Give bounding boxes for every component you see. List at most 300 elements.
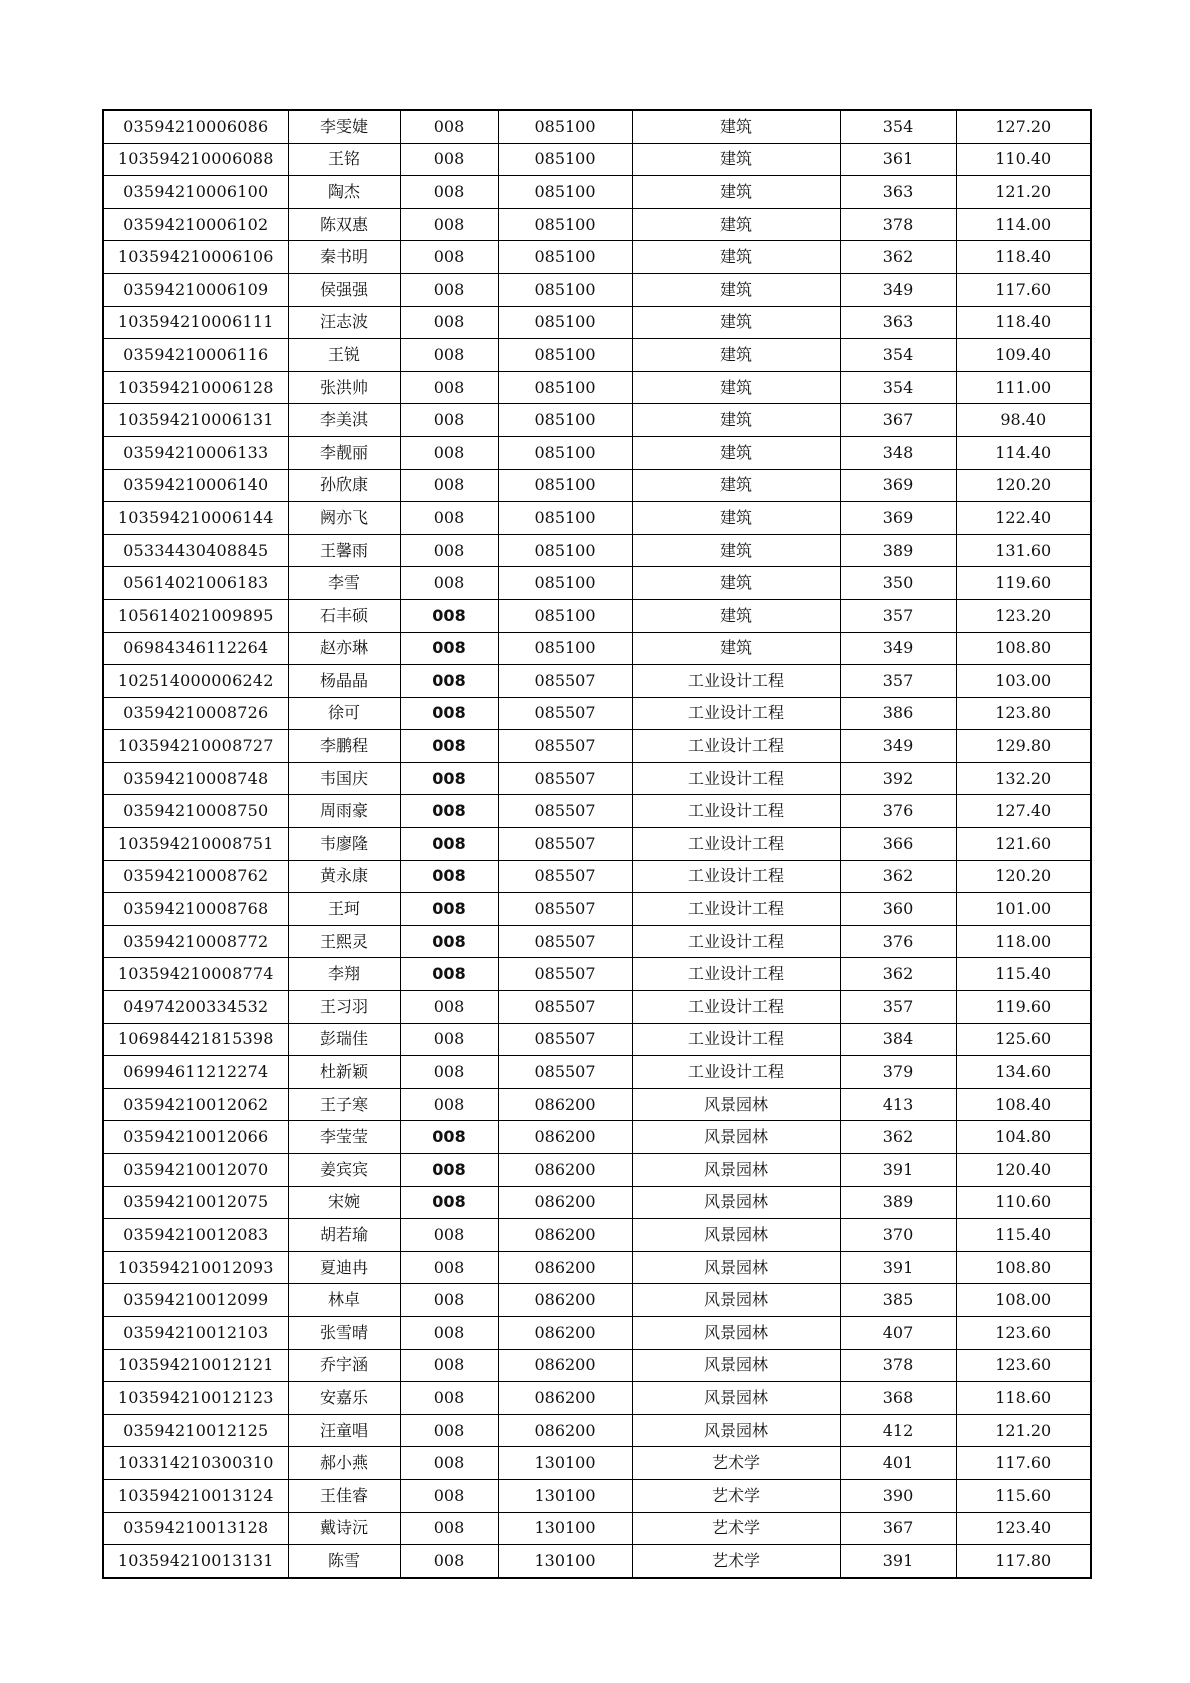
- table-row: [103, 958, 1091, 991]
- table-row: [103, 208, 1091, 241]
- candidate-name-cell: 徐可: [288, 697, 400, 730]
- table-row: [103, 1545, 1091, 1578]
- candidate-name-cell: 李美淇: [288, 404, 400, 437]
- initial-score-cell: 389: [840, 1186, 956, 1219]
- candidate-name-cell: 李翔: [288, 958, 400, 991]
- table-row: [103, 925, 1091, 958]
- initial-score-cell: 390: [840, 1479, 956, 1512]
- candidate-name-cell: 阙亦飞: [288, 502, 400, 535]
- candidate-name-cell: 王佳睿: [288, 1479, 400, 1512]
- department-code-cell: 008: [400, 1219, 498, 1252]
- candidate-id-cell: 103314210300310: [103, 1447, 288, 1480]
- candidate-name-cell: 石丰硕: [288, 599, 400, 632]
- candidate-id-cell: 03594210008750: [103, 795, 288, 828]
- table-row: [103, 469, 1091, 502]
- department-code-cell: 008: [400, 534, 498, 567]
- candidate-name-cell: 王子寒: [288, 1088, 400, 1121]
- initial-score-cell: 368: [840, 1382, 956, 1415]
- candidate-id-cell: 03594210006140: [103, 469, 288, 502]
- initial-score-cell: 362: [840, 860, 956, 893]
- major-code-cell: 086200: [498, 1219, 632, 1252]
- major-name-cell: 工业设计工程: [632, 991, 840, 1024]
- department-code-cell: 008: [400, 795, 498, 828]
- major-code-cell: 086200: [498, 1088, 632, 1121]
- major-code-cell: 085100: [498, 404, 632, 437]
- candidate-name-cell: 陈雪: [288, 1545, 400, 1578]
- retest-score-cell: 108.80: [956, 632, 1091, 665]
- table-row: [103, 371, 1091, 404]
- candidate-id-cell: 03594210008748: [103, 762, 288, 795]
- initial-score-cell: 361: [840, 143, 956, 176]
- major-code-cell: 085100: [498, 436, 632, 469]
- major-code-cell: 085507: [498, 893, 632, 926]
- candidate-id-cell: 103594210006106: [103, 241, 288, 274]
- candidate-name-cell: 韦国庆: [288, 762, 400, 795]
- department-code-cell: 008: [400, 567, 498, 600]
- initial-score-cell: 391: [840, 1251, 956, 1284]
- major-name-cell: 建筑: [632, 339, 840, 372]
- table-row: [103, 436, 1091, 469]
- candidate-name-cell: 王锐: [288, 339, 400, 372]
- candidate-name-cell: 乔宇涵: [288, 1349, 400, 1382]
- candidate-name-cell: 李靓丽: [288, 436, 400, 469]
- major-code-cell: 130100: [498, 1545, 632, 1578]
- major-code-cell: 085507: [498, 1056, 632, 1089]
- major-code-cell: 085100: [498, 632, 632, 665]
- major-code-cell: 130100: [498, 1512, 632, 1545]
- department-code-cell: 008: [400, 1545, 498, 1578]
- major-code-cell: 086200: [498, 1382, 632, 1415]
- major-code-cell: 085100: [498, 339, 632, 372]
- department-code-cell: 008: [400, 1349, 498, 1382]
- retest-score-cell: 131.60: [956, 534, 1091, 567]
- initial-score-cell: 392: [840, 762, 956, 795]
- initial-score-cell: 369: [840, 502, 956, 535]
- table-row: [103, 110, 1091, 143]
- department-code-cell: 008: [400, 762, 498, 795]
- department-code-cell: 008: [400, 1186, 498, 1219]
- candidate-name-cell: 戴诗沅: [288, 1512, 400, 1545]
- department-code-cell: 008: [400, 241, 498, 274]
- major-code-cell: 085100: [498, 567, 632, 600]
- candidate-name-cell: 韦廖隆: [288, 828, 400, 861]
- table-row: [103, 534, 1091, 567]
- major-code-cell: 085507: [498, 925, 632, 958]
- major-name-cell: 风景园林: [632, 1349, 840, 1382]
- major-name-cell: 风景园林: [632, 1414, 840, 1447]
- table-row: [103, 697, 1091, 730]
- table-row: [103, 567, 1091, 600]
- retest-score-cell: 118.40: [956, 306, 1091, 339]
- candidate-id-cell: 03594210006133: [103, 436, 288, 469]
- candidate-id-cell: 03594210006100: [103, 176, 288, 209]
- major-code-cell: 130100: [498, 1479, 632, 1512]
- initial-score-cell: 385: [840, 1284, 956, 1317]
- initial-score-cell: 362: [840, 958, 956, 991]
- candidate-id-cell: 03594210008768: [103, 893, 288, 926]
- major-name-cell: 建筑: [632, 469, 840, 502]
- department-code-cell: 008: [400, 176, 498, 209]
- table-row: [103, 1251, 1091, 1284]
- major-code-cell: 085507: [498, 762, 632, 795]
- candidate-id-cell: 03594210012066: [103, 1121, 288, 1154]
- candidate-id-cell: 103594210008727: [103, 730, 288, 763]
- candidate-id-cell: 05614021006183: [103, 567, 288, 600]
- department-code-cell: 008: [400, 306, 498, 339]
- candidate-id-cell: 102514000006242: [103, 665, 288, 698]
- major-name-cell: 风景园林: [632, 1316, 840, 1349]
- candidate-name-cell: 王铭: [288, 143, 400, 176]
- initial-score-cell: 357: [840, 991, 956, 1024]
- major-name-cell: 建筑: [632, 599, 840, 632]
- department-code-cell: 008: [400, 1056, 498, 1089]
- table-row: [103, 1219, 1091, 1252]
- table-row: [103, 828, 1091, 861]
- retest-score-cell: 123.60: [956, 1316, 1091, 1349]
- retest-score-cell: 118.60: [956, 1382, 1091, 1415]
- candidate-name-cell: 张雪晴: [288, 1316, 400, 1349]
- major-name-cell: 建筑: [632, 143, 840, 176]
- candidate-name-cell: 赵亦琳: [288, 632, 400, 665]
- table-body: [103, 110, 1091, 1578]
- initial-score-cell: 389: [840, 534, 956, 567]
- candidate-id-cell: 03594210006109: [103, 273, 288, 306]
- initial-score-cell: 413: [840, 1088, 956, 1121]
- retest-score-cell: 114.40: [956, 436, 1091, 469]
- department-code-cell: 008: [400, 110, 498, 143]
- retest-score-cell: 132.20: [956, 762, 1091, 795]
- major-name-cell: 工业设计工程: [632, 828, 840, 861]
- candidate-name-cell: 秦书明: [288, 241, 400, 274]
- candidate-name-cell: 安嘉乐: [288, 1382, 400, 1415]
- table-row: [103, 893, 1091, 926]
- initial-score-cell: 354: [840, 110, 956, 143]
- table-row: [103, 1023, 1091, 1056]
- major-name-cell: 建筑: [632, 241, 840, 274]
- table-row: [103, 730, 1091, 763]
- major-name-cell: 风景园林: [632, 1284, 840, 1317]
- candidate-id-cell: 03594210012103: [103, 1316, 288, 1349]
- candidate-name-cell: 汪志波: [288, 306, 400, 339]
- table-row: [103, 1121, 1091, 1154]
- table-row: [103, 1316, 1091, 1349]
- major-code-cell: 085100: [498, 534, 632, 567]
- department-code-cell: 008: [400, 143, 498, 176]
- major-name-cell: 艺术学: [632, 1512, 840, 1545]
- department-code-cell: 008: [400, 1414, 498, 1447]
- major-name-cell: 工业设计工程: [632, 762, 840, 795]
- major-name-cell: 建筑: [632, 404, 840, 437]
- table-row: [103, 1284, 1091, 1317]
- major-name-cell: 风景园林: [632, 1088, 840, 1121]
- candidate-name-cell: 李雯婕: [288, 110, 400, 143]
- retest-score-cell: 111.00: [956, 371, 1091, 404]
- retest-score-cell: 110.60: [956, 1186, 1091, 1219]
- candidate-id-cell: 103594210013124: [103, 1479, 288, 1512]
- candidate-name-cell: 张洪帅: [288, 371, 400, 404]
- initial-score-cell: 369: [840, 469, 956, 502]
- major-code-cell: 085507: [498, 991, 632, 1024]
- candidate-id-cell: 03594210006086: [103, 110, 288, 143]
- department-code-cell: 008: [400, 502, 498, 535]
- major-name-cell: 建筑: [632, 436, 840, 469]
- retest-score-cell: 117.80: [956, 1545, 1091, 1578]
- retest-score-cell: 118.00: [956, 925, 1091, 958]
- candidate-id-cell: 03594210013128: [103, 1512, 288, 1545]
- table-row: [103, 1186, 1091, 1219]
- initial-score-cell: 354: [840, 339, 956, 372]
- department-code-cell: 008: [400, 1382, 498, 1415]
- retest-score-cell: 114.00: [956, 208, 1091, 241]
- major-code-cell: 085507: [498, 730, 632, 763]
- major-name-cell: 建筑: [632, 371, 840, 404]
- candidate-id-cell: 03594210012083: [103, 1219, 288, 1252]
- candidate-name-cell: 李鹏程: [288, 730, 400, 763]
- initial-score-cell: 367: [840, 1512, 956, 1545]
- initial-score-cell: 348: [840, 436, 956, 469]
- table-row: [103, 176, 1091, 209]
- retest-score-cell: 125.60: [956, 1023, 1091, 1056]
- department-code-cell: 008: [400, 828, 498, 861]
- major-name-cell: 工业设计工程: [632, 925, 840, 958]
- retest-score-cell: 108.00: [956, 1284, 1091, 1317]
- candidate-name-cell: 杜新颖: [288, 1056, 400, 1089]
- department-code-cell: 008: [400, 991, 498, 1024]
- major-name-cell: 工业设计工程: [632, 697, 840, 730]
- candidate-id-cell: 103594210012121: [103, 1349, 288, 1382]
- candidate-name-cell: 汪童唱: [288, 1414, 400, 1447]
- major-code-cell: 085100: [498, 110, 632, 143]
- initial-score-cell: 366: [840, 828, 956, 861]
- major-name-cell: 建筑: [632, 306, 840, 339]
- major-code-cell: 086200: [498, 1316, 632, 1349]
- table-row: [103, 632, 1091, 665]
- department-code-cell: 008: [400, 469, 498, 502]
- table-row: [103, 1349, 1091, 1382]
- major-code-cell: 086200: [498, 1251, 632, 1284]
- retest-score-cell: 115.60: [956, 1479, 1091, 1512]
- major-code-cell: 085507: [498, 958, 632, 991]
- table-row: [103, 306, 1091, 339]
- retest-score-cell: 119.60: [956, 567, 1091, 600]
- table-row: [103, 1056, 1091, 1089]
- initial-score-cell: 357: [840, 599, 956, 632]
- department-code-cell: 008: [400, 697, 498, 730]
- initial-score-cell: 357: [840, 665, 956, 698]
- retest-score-cell: 108.80: [956, 1251, 1091, 1284]
- candidate-id-cell: 03594210008762: [103, 860, 288, 893]
- major-name-cell: 建筑: [632, 176, 840, 209]
- candidate-id-cell: 103594210012093: [103, 1251, 288, 1284]
- major-name-cell: 艺术学: [632, 1545, 840, 1578]
- retest-score-cell: 120.20: [956, 860, 1091, 893]
- candidate-id-cell: 103594210008774: [103, 958, 288, 991]
- initial-score-cell: 379: [840, 1056, 956, 1089]
- retest-score-cell: 129.80: [956, 730, 1091, 763]
- department-code-cell: 008: [400, 339, 498, 372]
- major-code-cell: 086200: [498, 1414, 632, 1447]
- retest-score-cell: 134.60: [956, 1056, 1091, 1089]
- initial-score-cell: 349: [840, 632, 956, 665]
- department-code-cell: 008: [400, 404, 498, 437]
- initial-score-cell: 354: [840, 371, 956, 404]
- candidate-name-cell: 王馨雨: [288, 534, 400, 567]
- major-code-cell: 085100: [498, 241, 632, 274]
- candidate-id-cell: 103594210012123: [103, 1382, 288, 1415]
- candidate-id-cell: 103594210006131: [103, 404, 288, 437]
- major-name-cell: 建筑: [632, 208, 840, 241]
- major-name-cell: 建筑: [632, 110, 840, 143]
- major-code-cell: 085507: [498, 828, 632, 861]
- department-code-cell: 008: [400, 1023, 498, 1056]
- candidate-id-cell: 04974200334532: [103, 991, 288, 1024]
- candidate-id-cell: 03594210012075: [103, 1186, 288, 1219]
- initial-score-cell: 391: [840, 1154, 956, 1187]
- retest-score-cell: 123.80: [956, 697, 1091, 730]
- initial-score-cell: 362: [840, 241, 956, 274]
- table-row: [103, 762, 1091, 795]
- department-code-cell: 008: [400, 208, 498, 241]
- retest-score-cell: 123.60: [956, 1349, 1091, 1382]
- retest-score-cell: 120.40: [956, 1154, 1091, 1187]
- initial-score-cell: 407: [840, 1316, 956, 1349]
- candidate-id-cell: 03594210008726: [103, 697, 288, 730]
- department-code-cell: 008: [400, 665, 498, 698]
- table-row: [103, 404, 1091, 437]
- candidate-id-cell: 05334430408845: [103, 534, 288, 567]
- major-code-cell: 085100: [498, 273, 632, 306]
- initial-score-cell: 378: [840, 1349, 956, 1382]
- initial-score-cell: 376: [840, 795, 956, 828]
- major-name-cell: 工业设计工程: [632, 730, 840, 763]
- candidate-id-cell: 106984421815398: [103, 1023, 288, 1056]
- candidate-id-cell: 103594210006088: [103, 143, 288, 176]
- candidate-name-cell: 杨晶晶: [288, 665, 400, 698]
- initial-score-cell: 363: [840, 176, 956, 209]
- major-name-cell: 风景园林: [632, 1219, 840, 1252]
- major-code-cell: 085100: [498, 208, 632, 241]
- candidate-name-cell: 陈双惠: [288, 208, 400, 241]
- initial-score-cell: 349: [840, 730, 956, 763]
- department-code-cell: 008: [400, 599, 498, 632]
- retest-score-cell: 120.20: [956, 469, 1091, 502]
- initial-score-cell: 362: [840, 1121, 956, 1154]
- major-code-cell: 086200: [498, 1121, 632, 1154]
- major-code-cell: 086200: [498, 1154, 632, 1187]
- initial-score-cell: 367: [840, 404, 956, 437]
- candidate-name-cell: 王熙灵: [288, 925, 400, 958]
- candidate-name-cell: 王珂: [288, 893, 400, 926]
- major-name-cell: 风景园林: [632, 1154, 840, 1187]
- retest-score-cell: 110.40: [956, 143, 1091, 176]
- initial-score-cell: 401: [840, 1447, 956, 1480]
- department-code-cell: 008: [400, 730, 498, 763]
- major-code-cell: 086200: [498, 1349, 632, 1382]
- department-code-cell: 008: [400, 1088, 498, 1121]
- major-code-cell: 085100: [498, 176, 632, 209]
- department-code-cell: 008: [400, 436, 498, 469]
- major-name-cell: 建筑: [632, 273, 840, 306]
- retest-score-cell: 118.40: [956, 241, 1091, 274]
- candidate-id-cell: 03594210012125: [103, 1414, 288, 1447]
- candidate-name-cell: 林卓: [288, 1284, 400, 1317]
- candidate-name-cell: 陶杰: [288, 176, 400, 209]
- major-name-cell: 工业设计工程: [632, 860, 840, 893]
- department-code-cell: 008: [400, 1154, 498, 1187]
- retest-score-cell: 121.20: [956, 176, 1091, 209]
- table-row: [103, 991, 1091, 1024]
- retest-score-cell: 108.40: [956, 1088, 1091, 1121]
- major-name-cell: 建筑: [632, 502, 840, 535]
- table-row: [103, 860, 1091, 893]
- department-code-cell: 008: [400, 958, 498, 991]
- retest-score-cell: 98.40: [956, 404, 1091, 437]
- department-code-cell: 008: [400, 371, 498, 404]
- retest-score-cell: 117.60: [956, 1447, 1091, 1480]
- department-code-cell: 008: [400, 1447, 498, 1480]
- table-row: [103, 339, 1091, 372]
- department-code-cell: 008: [400, 1479, 498, 1512]
- initial-score-cell: 363: [840, 306, 956, 339]
- department-code-cell: 008: [400, 273, 498, 306]
- table-row: [103, 665, 1091, 698]
- table-row: [103, 1447, 1091, 1480]
- candidate-name-cell: 夏迪冉: [288, 1251, 400, 1284]
- table-row: [103, 143, 1091, 176]
- retest-score-cell: 119.60: [956, 991, 1091, 1024]
- major-code-cell: 085100: [498, 371, 632, 404]
- major-code-cell: 085100: [498, 599, 632, 632]
- major-name-cell: 工业设计工程: [632, 665, 840, 698]
- retest-score-cell: 127.40: [956, 795, 1091, 828]
- retest-score-cell: 101.00: [956, 893, 1091, 926]
- table-row: [103, 241, 1091, 274]
- retest-score-cell: 122.40: [956, 502, 1091, 535]
- department-code-cell: 008: [400, 1512, 498, 1545]
- major-code-cell: 085100: [498, 469, 632, 502]
- retest-score-cell: 121.20: [956, 1414, 1091, 1447]
- candidate-name-cell: 王习羽: [288, 991, 400, 1024]
- candidate-name-cell: 孙欣康: [288, 469, 400, 502]
- candidate-id-cell: 105614021009895: [103, 599, 288, 632]
- candidate-id-cell: 03594210006102: [103, 208, 288, 241]
- candidate-name-cell: 黄永康: [288, 860, 400, 893]
- major-code-cell: 086200: [498, 1186, 632, 1219]
- major-code-cell: 085507: [498, 1023, 632, 1056]
- retest-score-cell: 115.40: [956, 958, 1091, 991]
- major-code-cell: 085100: [498, 306, 632, 339]
- major-name-cell: 建筑: [632, 567, 840, 600]
- retest-score-cell: 121.60: [956, 828, 1091, 861]
- table-row: [103, 795, 1091, 828]
- initial-score-cell: 376: [840, 925, 956, 958]
- candidate-id-cell: 103594210013131: [103, 1545, 288, 1578]
- major-code-cell: 085100: [498, 143, 632, 176]
- retest-score-cell: 123.40: [956, 1512, 1091, 1545]
- major-name-cell: 艺术学: [632, 1479, 840, 1512]
- major-name-cell: 工业设计工程: [632, 1056, 840, 1089]
- retest-score-cell: 104.80: [956, 1121, 1091, 1154]
- table-row: [103, 1154, 1091, 1187]
- candidate-id-cell: 103594210008751: [103, 828, 288, 861]
- department-code-cell: 008: [400, 1284, 498, 1317]
- major-name-cell: 工业设计工程: [632, 958, 840, 991]
- table-row: [103, 1382, 1091, 1415]
- major-code-cell: 085507: [498, 665, 632, 698]
- department-code-cell: 008: [400, 1316, 498, 1349]
- candidate-id-cell: 06984346112264: [103, 632, 288, 665]
- candidate-name-cell: 胡若瑜: [288, 1219, 400, 1252]
